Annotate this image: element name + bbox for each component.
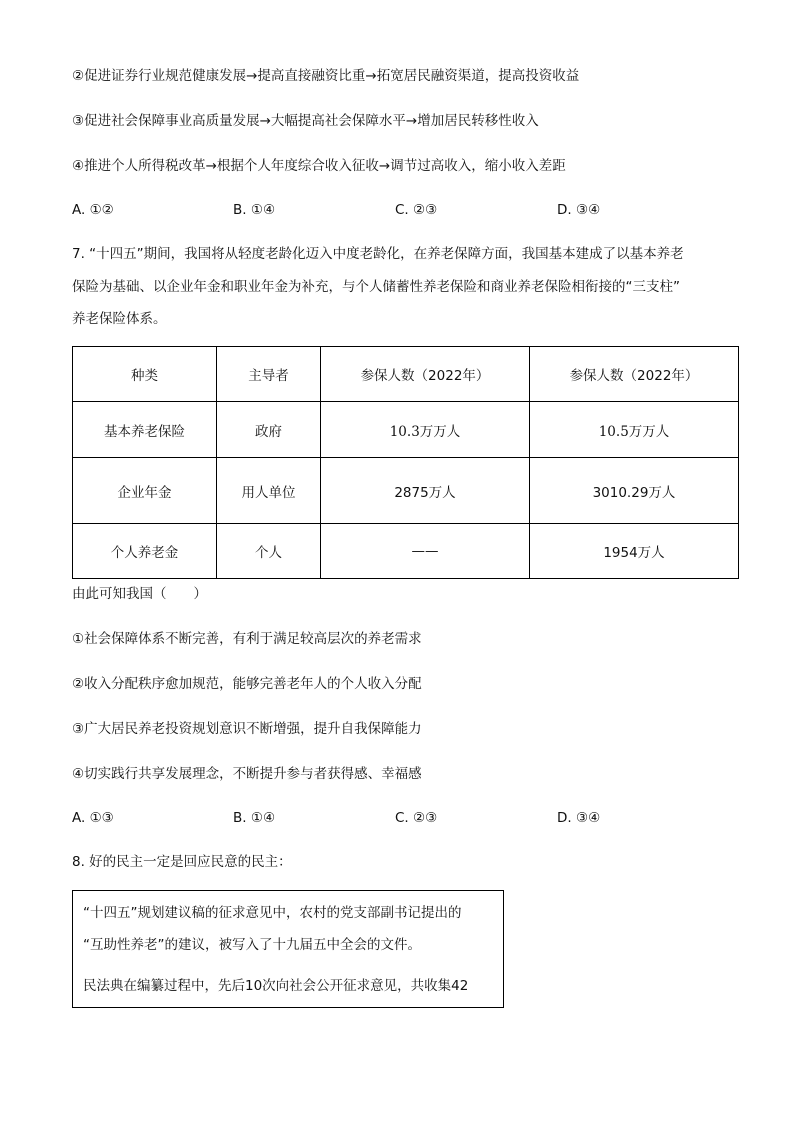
q8-stem: 8. 好的民主一定是回应民意的民主：: [72, 854, 292, 870]
table-cell: 个人养老金: [73, 524, 217, 579]
table-header-row: [73, 347, 739, 402]
q7-option-c: C. ②③: [395, 810, 438, 826]
table-cell: 用人单位: [217, 458, 321, 524]
table-cell: 基本养老保险: [73, 402, 217, 458]
q7-item-1: ①社会保障体系不断完善，有利于满足较高层次的养老需求: [72, 631, 422, 647]
table-cell: 3010.29万人: [530, 458, 739, 524]
q7-item-3: ③广大居民养老投资规划意识不断增强，提升自我保障能力: [72, 721, 422, 737]
table-row: [73, 458, 739, 524]
table-header-cell: 主导者: [217, 347, 321, 402]
q6-item-3: ③促进社会保障事业高质量发展→大幅提高社会保障水平→增加居民转移性收入: [72, 113, 539, 129]
q7-options: [72, 808, 672, 828]
table-cell: 10.5万万人: [530, 402, 739, 458]
q8-box-line-1: “十四五”规划建议稿的征求意见中，农村的党支部副书记提出的: [83, 905, 462, 921]
q6-option-b: B. ①④: [233, 202, 276, 218]
q6-options: [72, 200, 672, 220]
table-header-cell: 参保人数（2022年）: [530, 347, 739, 402]
table-cell: 政府: [217, 402, 321, 458]
q7-option-b: B. ①④: [233, 810, 276, 826]
q8-material-box: [72, 890, 504, 1008]
q6-option-d: D. ③④: [557, 202, 601, 218]
table-header-cell: 参保人数（2022年）: [321, 347, 530, 402]
table-row: [73, 524, 739, 579]
q8-box-line-2: “互助性养老”的建议，被写入了十九届五中全会的文件。: [83, 937, 421, 953]
pension-table: [72, 346, 739, 579]
q6-item-4: ④推进个人所得税改革→根据个人年度综合收入征收→调节过高收入，缩小收入差距: [72, 158, 566, 174]
q7-stem-line-2: 保险为基础、以企业年金和职业年金为补充，与个人储蓄性养老保险和商业养老保险相衔接的“三支柱”: [72, 279, 680, 295]
q7-option-a: A. ①③: [72, 810, 114, 826]
q7-stem-line-3: 养老保险体系。: [72, 311, 167, 327]
table-cell: 10.3万万人: [321, 402, 530, 458]
q6-option-c: C. ②③: [395, 202, 438, 218]
q8-box-line-3: 民法典在编纂过程中，先后10次向社会公开征求意见，共收集42: [83, 978, 469, 994]
table-header-cell: 种类: [73, 347, 217, 402]
q7-item-2: ②收入分配秩序愈加规范，能够完善老年人的个人收入分配: [72, 676, 422, 692]
table-cell: 2875万人: [321, 458, 530, 524]
q7-question: 由此可知我国（ ）: [72, 586, 207, 602]
table-cell: 个人: [217, 524, 321, 579]
q7-option-d: D. ③④: [557, 810, 601, 826]
table-cell: 企业年金: [73, 458, 217, 524]
q6-item-2: ②促进证券行业规范健康发展→提高直接融资比重→拓宽居民融资渠道，提高投资收益: [72, 68, 580, 84]
table-cell: ——: [321, 524, 530, 579]
q7-stem-line-1: 7. “十四五”期间，我国将从轻度老龄化迈入中度老龄化，在养老保障方面，我国基本建成了以基本养老: [72, 246, 684, 262]
table-row: [73, 402, 739, 458]
q6-option-a: A. ①②: [72, 202, 114, 218]
table-cell: 1954万人: [530, 524, 739, 579]
q7-item-4: ④切实践行共享发展理念，不断提升参与者获得感、幸福感: [72, 766, 422, 782]
